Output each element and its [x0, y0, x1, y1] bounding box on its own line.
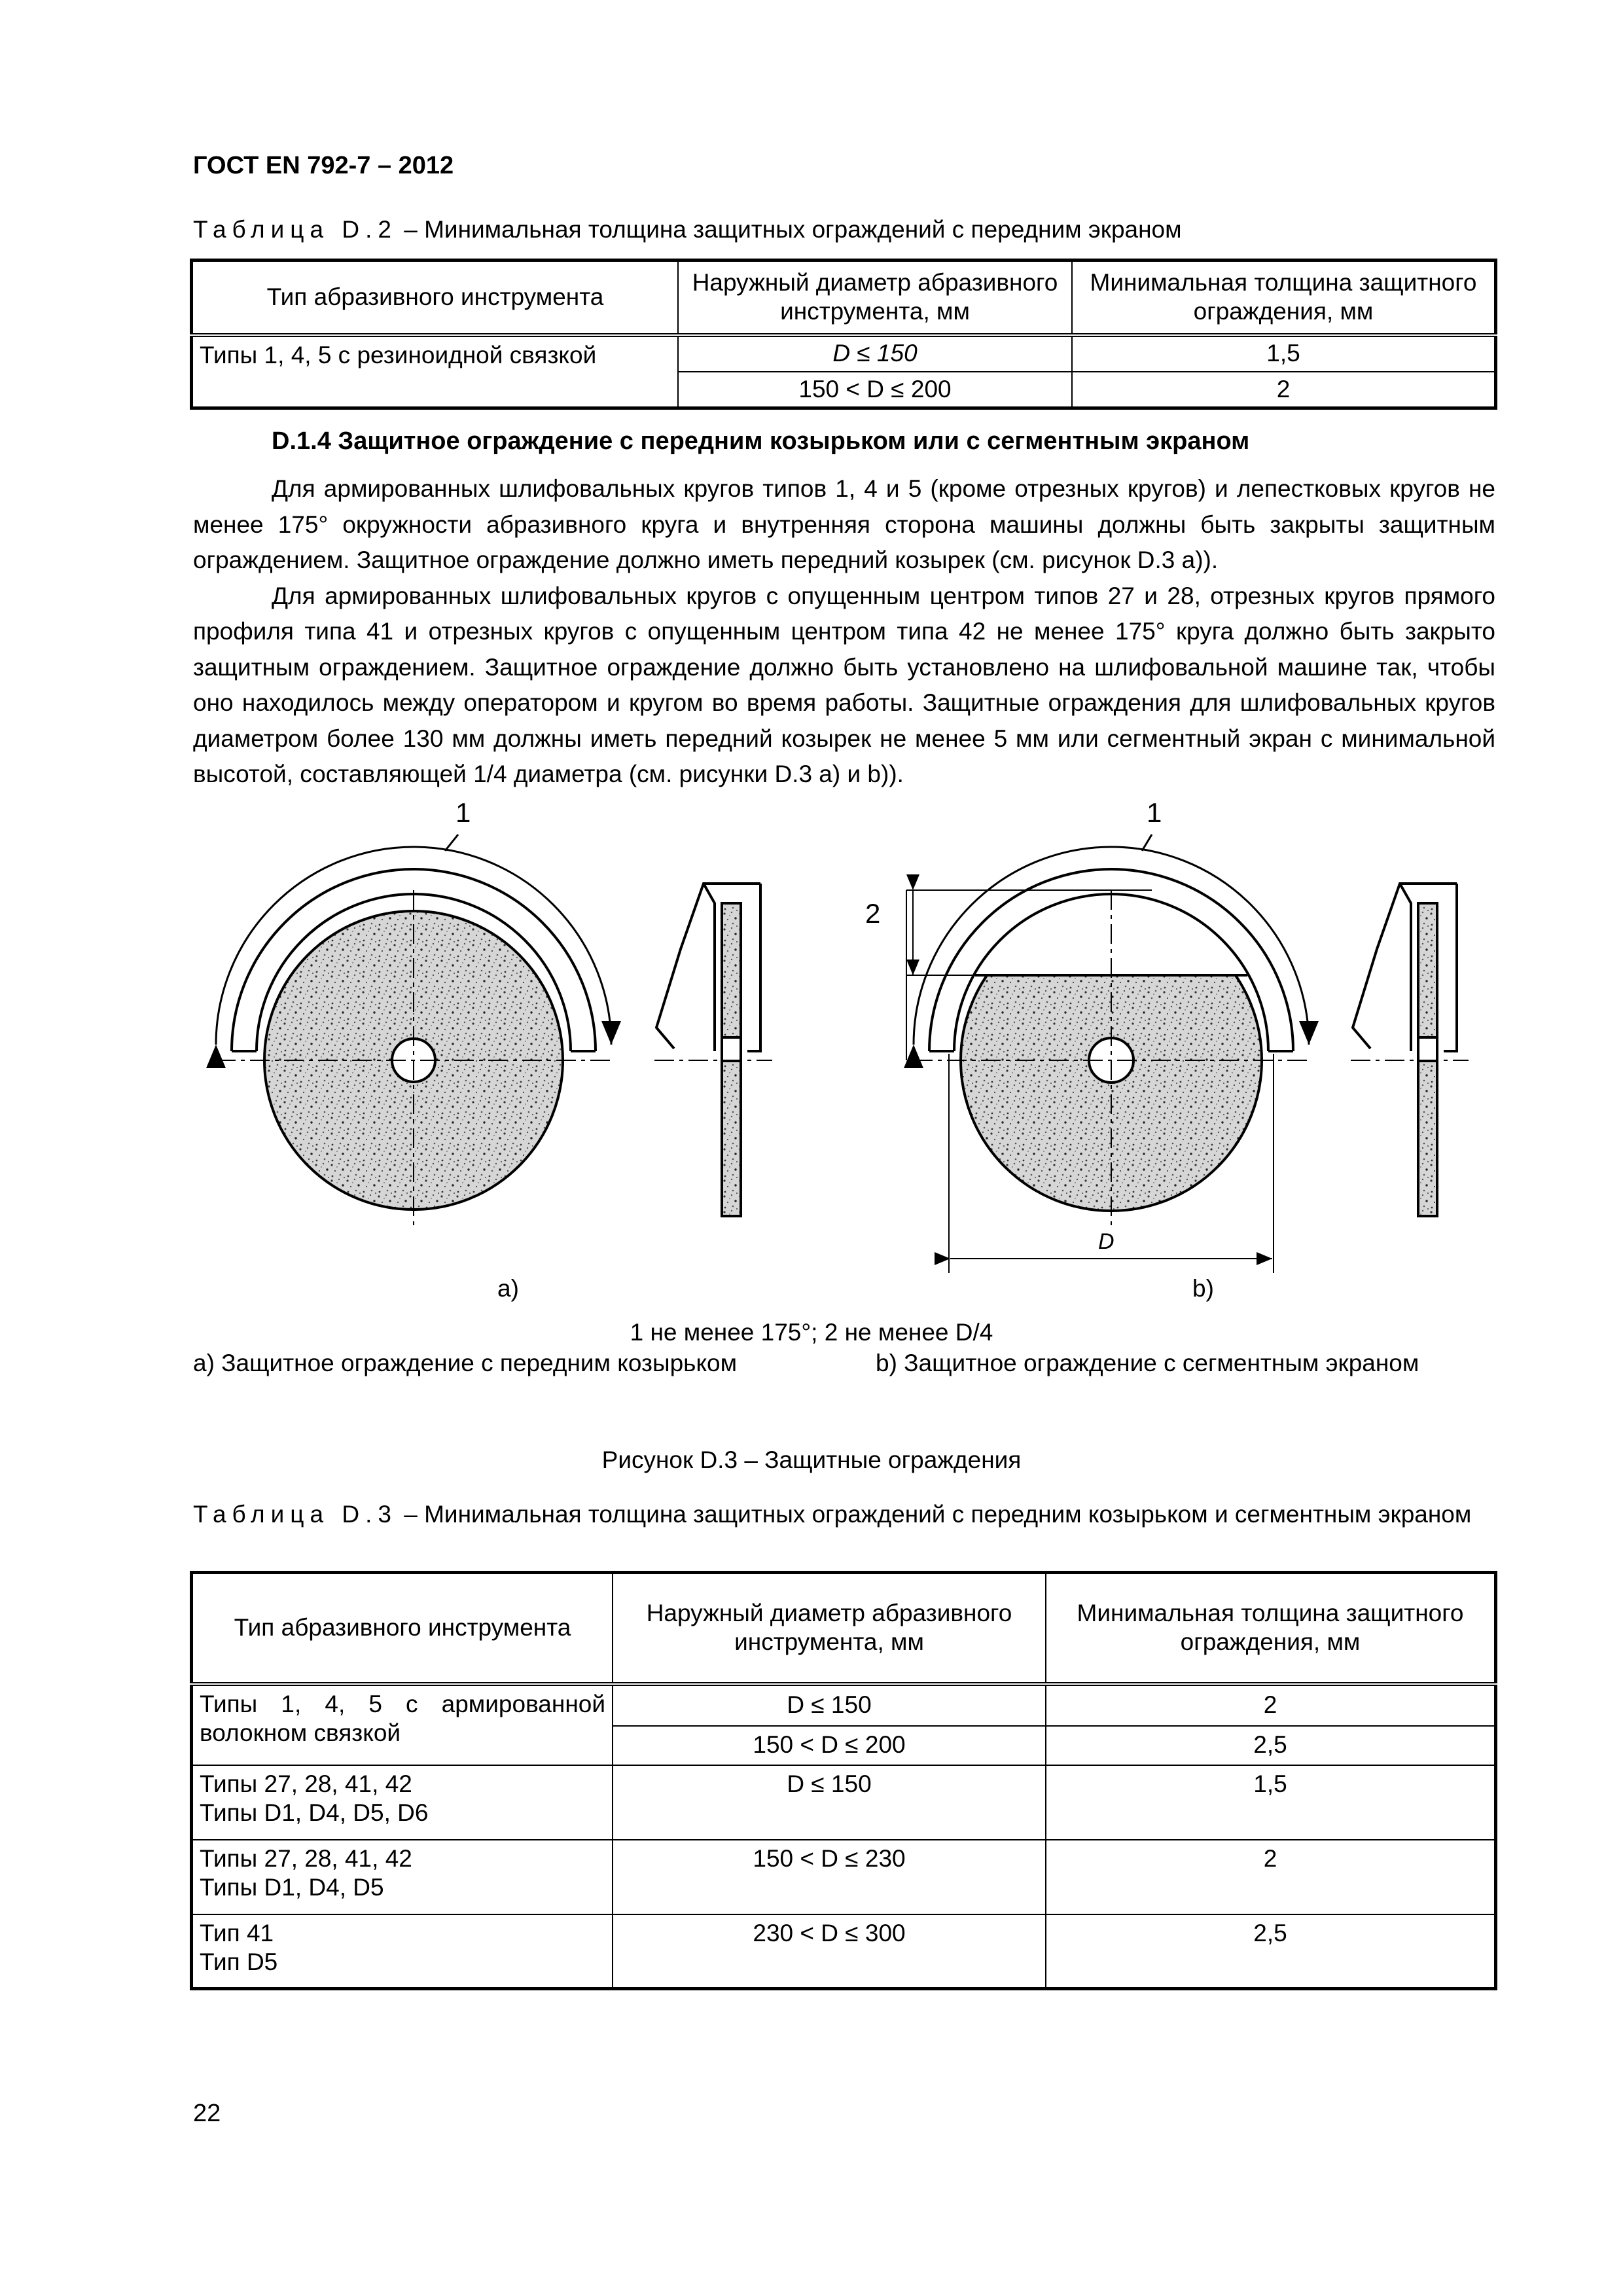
page-number: 22: [193, 2100, 221, 2127]
table-d3-type-line: Типы 27, 28, 41, 42: [200, 1844, 412, 1872]
table-d3-type-line: Типы D1, D4, D5, D6: [200, 1799, 429, 1826]
figure-title: Рисунок D.3 – Защитные ограждения: [601, 1446, 1022, 1473]
table-d3-type-cell: [192, 1840, 613, 1914]
table-d3: [190, 1571, 1497, 1990]
figure-caption-b: b) Защитное ограждение с сегментным экраном: [876, 1350, 1419, 1376]
table-d3-caption-text: – Минимальная толщина защитных ограждений с передним козырьком и сегментным экраном: [404, 1501, 1472, 1528]
figure-a-label-1: 1: [455, 797, 471, 828]
figure-b-side-view: [1353, 884, 1457, 1216]
table-d3-diameter-cell: D ≤ 150: [613, 1765, 1046, 1840]
table-d3-thickness-cell: 2,5: [1046, 1914, 1496, 1989]
table-d3-header-thickness-line: ограждения, мм: [1180, 1628, 1361, 1656]
table-d3-header-diameter: Наружный диаметр абразивного инструмента, мм: [613, 1573, 1046, 1684]
figure-b-segment-screen: [962, 844, 1260, 975]
table-d3-type-line: Тип 41: [200, 1919, 274, 1946]
table-d3-diameter-cell: 150 < D ≤ 230: [613, 1840, 1046, 1914]
table-d3-header-thickness-line: Минимальная толщина защитного: [1077, 1599, 1464, 1626]
table-d3-diameter-cell: 150 < D ≤ 200: [613, 1726, 1046, 1765]
table-d3-thickness-cell: 1,5: [1046, 1765, 1496, 1840]
figure-a-sublabel: a): [497, 1275, 519, 1302]
figure-caption-a: a) Защитное ограждение с передним козырьком: [193, 1350, 738, 1376]
table-d2-diameter-cell: D ≤ 150: [678, 335, 1072, 372]
table-d2-caption-text: – Минимальная толщина защитных ограждений с передним экраном: [404, 216, 1182, 243]
table-d3-thickness-cell: 2: [1046, 1684, 1496, 1726]
table-d2-header-diameter: Наружный диаметр абразивного инструмента, мм: [678, 260, 1072, 335]
table-d3-caption: [193, 1499, 1495, 1530]
paragraph: Для армированных шлифовальных кругов с опущенным центром типов 27 и 28, отрезных кругов прямого профиля типа 41 и отрезных кругов с опущенным центром типа 42 не менее 175° круга должно быть закрыто защитным ограждением. Защитное ограждение должно быть установлено на шлифовальной машине так, чтобы оно находилось между оператором и кругом во время работы. Защитные ограждения для шлифовальных кругов диаметром более 130 мм должны иметь передний козырек не менее 5 мм или сегментный экран с минимальной высотой, составляющей 1/4 диаметра (см. рисунки D.3 a) и b)).: [193, 582, 1495, 787]
table-d3-type-cell: [192, 1914, 613, 1989]
table-d2-header-type: Тип абразивного инструмента: [192, 260, 679, 335]
table-d2-thickness-cell: 1,5: [1072, 335, 1496, 372]
document-code: ГОСТ EN 792-7 – 2012: [193, 152, 454, 179]
figure-b-sublabel: b): [1192, 1275, 1214, 1302]
table-d3-type-line: Типы 27, 28, 41, 42: [200, 1770, 412, 1797]
table-d3-thickness-cell: 2: [1046, 1840, 1496, 1914]
table-d3-header-type: Тип абразивного инструмента: [192, 1573, 613, 1684]
table-d3-diameter-cell: 230 < D ≤ 300: [613, 1914, 1046, 1989]
table-d3-type-line: Тип D5: [200, 1948, 278, 1975]
table-d2-caption-label: Таблица D.2: [193, 216, 397, 243]
table-d2-thickness-cell: 2: [1072, 372, 1496, 408]
table-d3-diameter-cell: D ≤ 150: [613, 1684, 1046, 1726]
table-d3-type-cell: Типы 1, 4, 5 с армированной волокном связкой: [192, 1684, 613, 1765]
figure-a-side-view: [656, 884, 760, 1216]
figure-b-label-2: 2: [865, 898, 881, 929]
table-d3-thickness-cell: 2,5: [1046, 1726, 1496, 1765]
table-d3-type-cell: [192, 1765, 613, 1840]
figure-b-label-1: 1: [1147, 797, 1162, 828]
figure-legend: 1 не менее 175°; 2 не менее D/4: [630, 1319, 993, 1346]
figure-b-label-d: D: [1098, 1229, 1115, 1254]
section-heading: D.1.4 Защитное ограждение с передним козырьком или с сегментным экраном: [272, 427, 1250, 455]
paragraph: Для армированных шлифовальных кругов типов 1, 4 и 5 (кроме отрезных кругов) и лепестковых кругов не менее 175° окружности абразивного круга и внутренняя сторона машины должны быть закрыты защитным ограждением. Защитное ограждение должно иметь передний козырек (см. рисунок D.3 a)).: [193, 475, 1495, 573]
table-d3-type-line: Типы D1, D4, D5: [200, 1873, 384, 1901]
table-d2-diameter-cell: 150 < D ≤ 200: [678, 372, 1072, 408]
table-d3-header-thickness: [1046, 1573, 1496, 1684]
table-d2-type-cell: Типы 1, 4, 5 с резиноидной связкой: [192, 335, 679, 408]
table-d3-caption-label: Таблица D.3: [193, 1501, 397, 1528]
table-d2-header-thickness: Минимальная толщина защитного ограждения, мм: [1072, 260, 1496, 335]
